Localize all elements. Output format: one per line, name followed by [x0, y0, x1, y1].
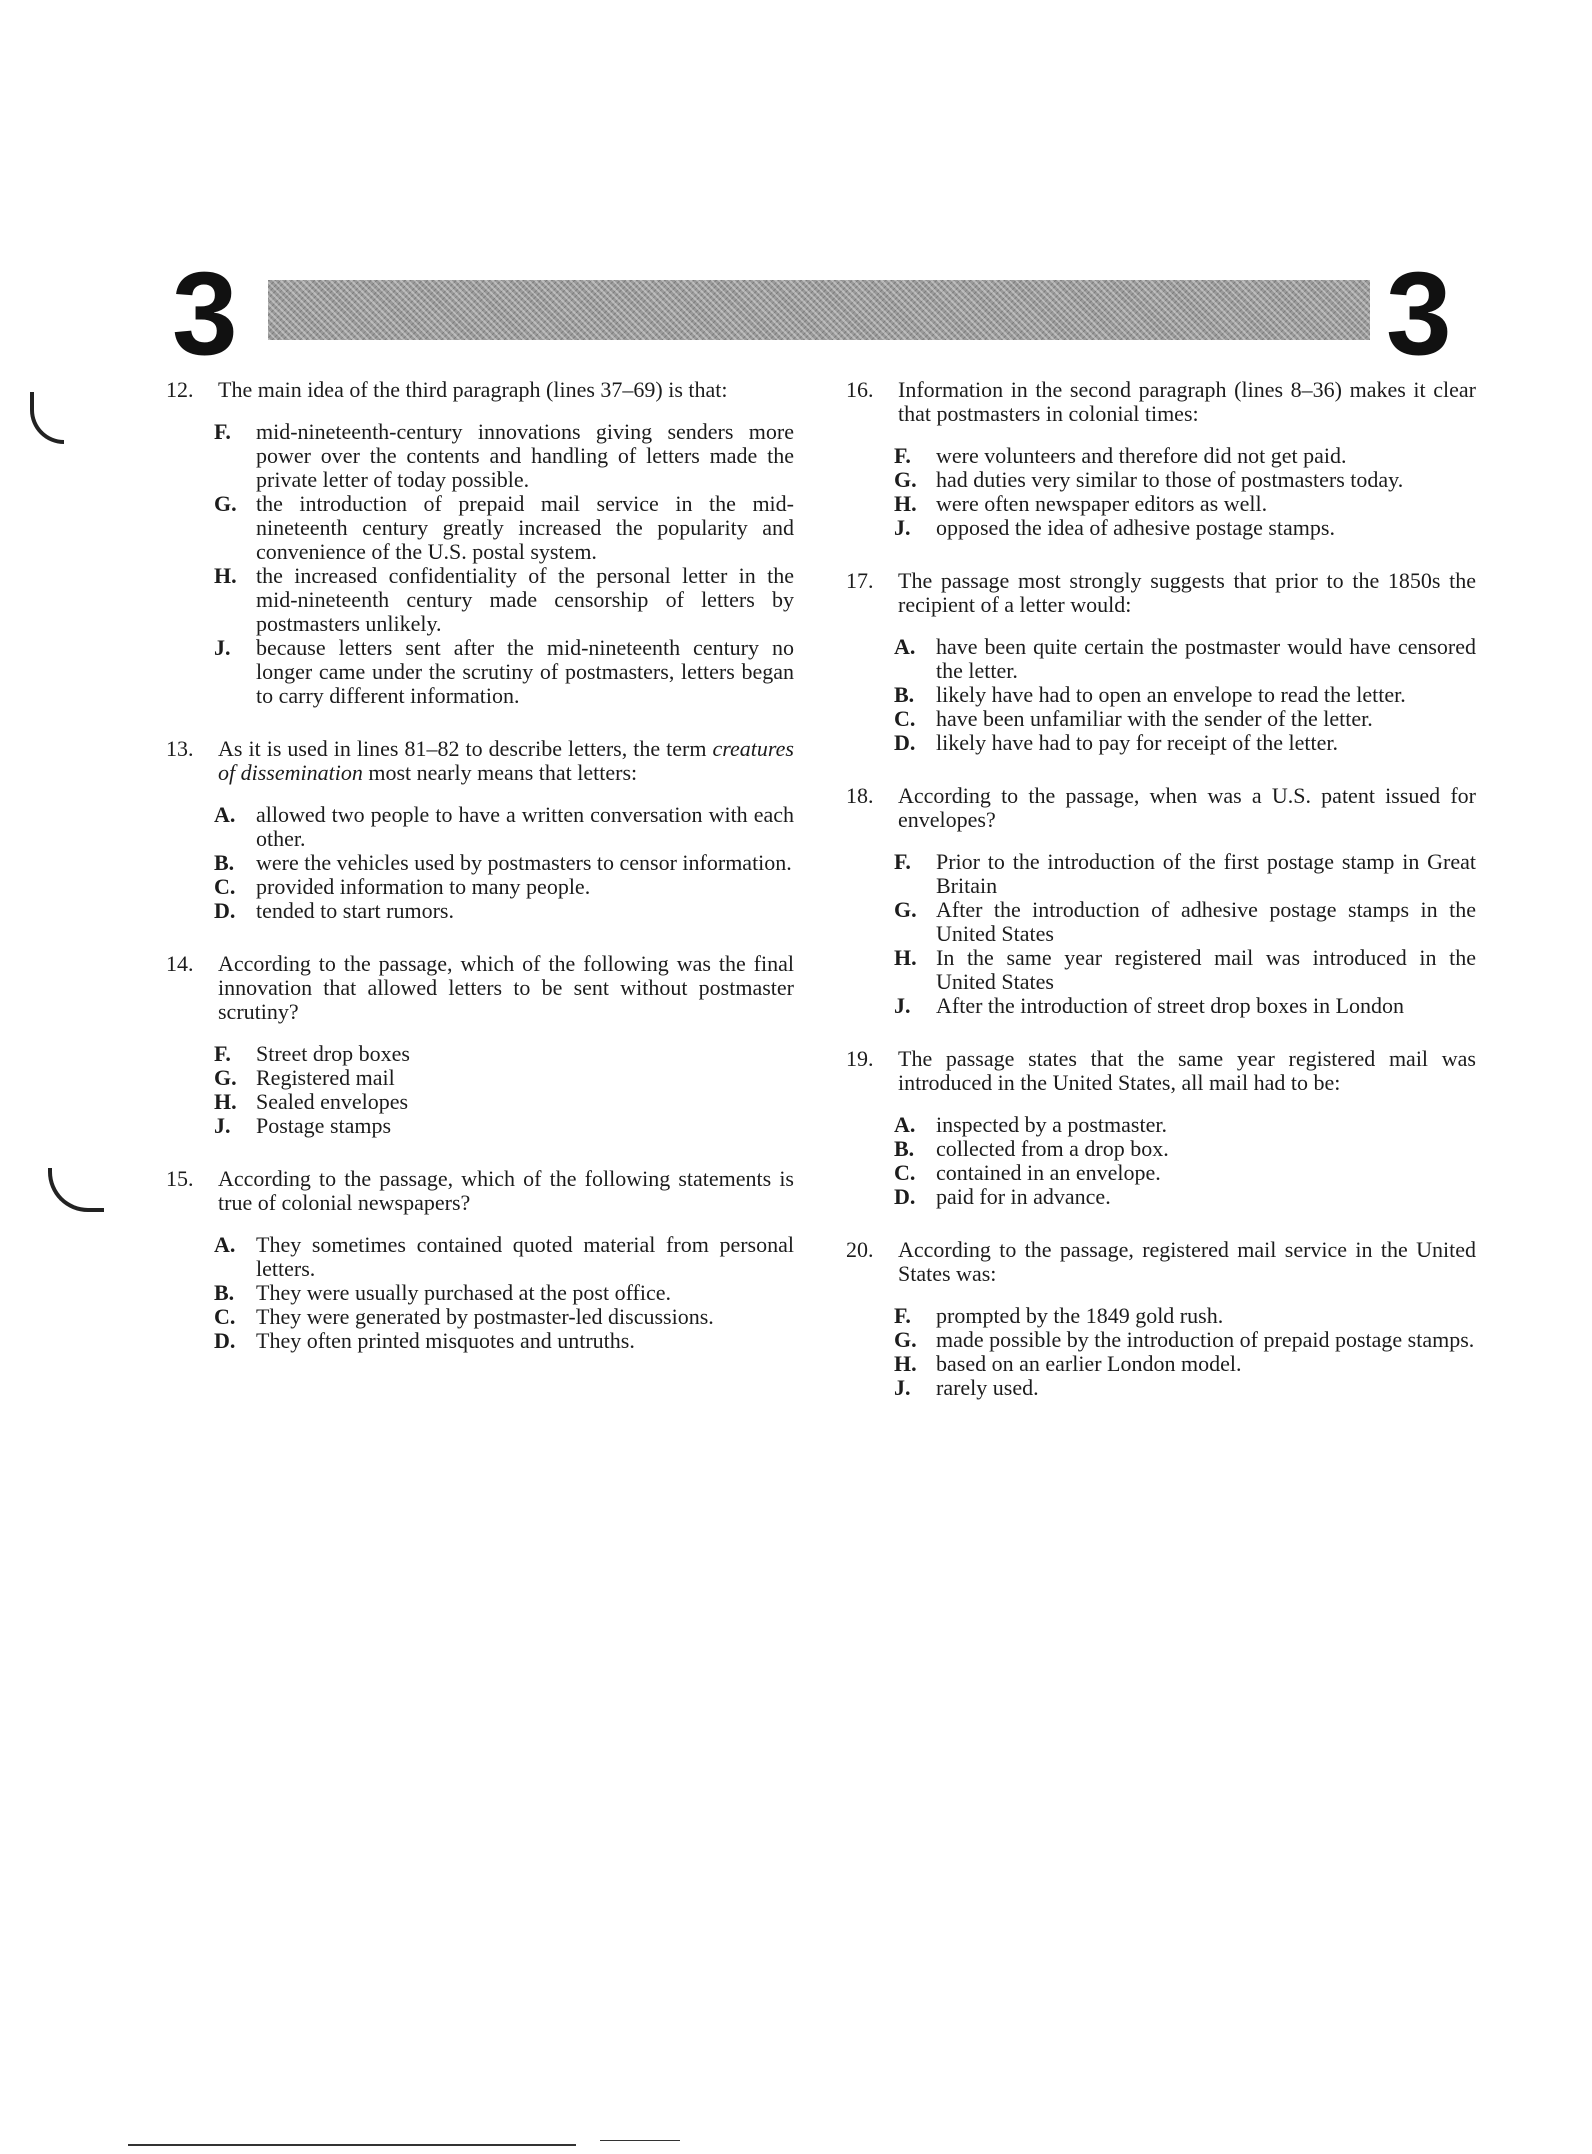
question-stem	[166, 1167, 794, 1215]
answer-option[interactable]	[166, 1281, 794, 1305]
question-number: 18.	[846, 783, 874, 808]
answer-option[interactable]	[846, 1185, 1476, 1209]
option-text: have been quite certain the postmaster would have censored the letter.	[936, 634, 1476, 683]
answer-options	[166, 1233, 794, 1353]
option-text: Street drop boxes	[256, 1041, 410, 1066]
answer-option[interactable]	[846, 898, 1476, 946]
option-letter: B.	[894, 1136, 915, 1161]
section-header-bar	[268, 280, 1370, 340]
option-text: the increased confidentiality of the personal letter in the mid-nineteenth century made censorship of letters by postmasters unlikely.	[256, 563, 794, 636]
answer-option[interactable]	[166, 851, 794, 875]
question-stem-text: As it is used in lines 81–82 to describe letters, the term	[218, 736, 713, 761]
option-letter: J.	[214, 1113, 231, 1138]
option-letter: B.	[214, 850, 235, 875]
option-letter: G.	[894, 467, 917, 492]
option-letter: F.	[894, 849, 911, 874]
option-text: They were usually purchased at the post office.	[256, 1280, 672, 1305]
answer-options	[846, 850, 1476, 1018]
option-letter: H.	[894, 1351, 917, 1376]
answer-option[interactable]	[166, 899, 794, 923]
option-text: Postage stamps	[256, 1113, 392, 1138]
option-letter: F.	[214, 1041, 231, 1066]
option-letter: J.	[894, 1375, 911, 1400]
answer-option[interactable]	[846, 635, 1476, 683]
question-stem	[166, 378, 794, 402]
option-letter: A.	[214, 1232, 236, 1257]
answer-option[interactable]	[846, 1328, 1476, 1352]
option-text: inspected by a postmaster.	[936, 1112, 1167, 1137]
option-letter: F.	[894, 1303, 911, 1328]
option-text: have been unfamiliar with the sender of the letter.	[936, 706, 1373, 731]
answer-option[interactable]	[846, 1137, 1476, 1161]
question-number: 17.	[846, 568, 874, 593]
answer-option[interactable]	[846, 492, 1476, 516]
margin-bracket-mark	[30, 392, 64, 444]
option-text: collected from a drop box.	[936, 1136, 1169, 1161]
option-text: In the same year registered mail was introduced in the United States	[936, 945, 1476, 994]
option-text: paid for in advance.	[936, 1184, 1111, 1209]
answer-option[interactable]	[846, 731, 1476, 755]
question-stem	[166, 952, 794, 1024]
answer-option[interactable]	[846, 468, 1476, 492]
option-text: After the introduction of adhesive postage stamps in the United States	[936, 897, 1476, 946]
answer-option[interactable]	[846, 707, 1476, 731]
question-stem-text: The passage states that the same year registered mail was introduced in the United States, all mail had to be:	[898, 1046, 1476, 1095]
option-text: Registered mail	[256, 1065, 395, 1090]
question-number: 16.	[846, 377, 874, 402]
option-letter: F.	[214, 419, 231, 444]
option-letter: B.	[214, 1280, 235, 1305]
option-text: were volunteers and therefore did not get paid.	[936, 443, 1347, 468]
answer-option[interactable]	[166, 1329, 794, 1353]
answer-option[interactable]	[846, 444, 1476, 468]
option-letter: A.	[894, 1112, 916, 1137]
question-stem-text: The main idea of the third paragraph (lines 37–69) is that:	[218, 377, 728, 402]
section-number-left: 3	[172, 248, 238, 380]
question-17	[846, 569, 1476, 755]
option-text: likely have had to pay for receipt of the letter.	[936, 730, 1338, 755]
question-stem	[846, 1047, 1476, 1095]
option-letter: H.	[894, 945, 917, 970]
answer-option[interactable]	[166, 492, 794, 564]
question-14	[166, 952, 794, 1138]
question-13	[166, 737, 794, 923]
option-text: likely have had to open an envelope to read the letter.	[936, 682, 1406, 707]
answer-options	[166, 420, 794, 708]
answer-option[interactable]	[166, 1090, 794, 1114]
question-12	[166, 378, 794, 708]
question-stem-text: According to the passage, which of the following was the final innovation that allowed letters to be sent without postmaster scrutiny?	[218, 951, 794, 1024]
option-text: allowed two people to have a written conversation with each other.	[256, 802, 794, 851]
option-text: based on an earlier London model.	[936, 1351, 1242, 1376]
question-20	[846, 1238, 1476, 1400]
answer-options	[166, 1042, 794, 1138]
option-letter: G.	[214, 1065, 237, 1090]
option-text: because letters sent after the mid-nineteenth century no longer came under the scrutiny of postmasters, letters began to carry different information.	[256, 635, 794, 708]
option-letter: D.	[894, 1184, 916, 1209]
answer-option[interactable]	[846, 1113, 1476, 1137]
footer-rule	[128, 2144, 576, 2146]
option-letter: H.	[214, 1089, 237, 1114]
option-letter: D.	[214, 1328, 236, 1353]
question-stem-text: According to the passage, which of the following statements is true of colonial newspapers?	[218, 1166, 794, 1215]
answer-option[interactable]	[846, 1352, 1476, 1376]
option-text: After the introduction of street drop boxes in London	[936, 993, 1405, 1018]
option-text: rarely used.	[936, 1375, 1039, 1400]
footer-rule	[600, 2140, 680, 2141]
option-text: the introduction of prepaid mail service in the mid-nineteenth century greatly increased the popularity and convenience of the U.S. postal system.	[256, 491, 794, 564]
option-letter: C.	[214, 874, 236, 899]
question-number: 14.	[166, 951, 194, 976]
option-text: had duties very similar to those of postmasters today.	[936, 467, 1404, 492]
answer-options	[846, 1304, 1476, 1400]
answer-option[interactable]	[166, 803, 794, 851]
answer-option[interactable]	[166, 1066, 794, 1090]
answer-option[interactable]	[846, 1161, 1476, 1185]
option-letter: H.	[214, 563, 237, 588]
option-letter: G.	[214, 491, 237, 516]
option-text: contained in an envelope.	[936, 1160, 1161, 1185]
question-stem-text: most nearly means that letters:	[362, 760, 638, 785]
answer-option[interactable]	[166, 1233, 794, 1281]
option-letter: A.	[894, 634, 916, 659]
answer-option[interactable]	[846, 946, 1476, 994]
answer-options	[846, 635, 1476, 755]
answer-option[interactable]	[846, 1376, 1476, 1400]
question-stem-text: According to the passage, when was a U.S. patent issued for envelopes?	[898, 783, 1476, 832]
answer-option[interactable]	[846, 516, 1476, 540]
answer-options	[846, 444, 1476, 540]
option-text: mid-nineteenth-century innovations giving senders more power over the contents and handling of letters made the private letter of today possible.	[256, 419, 794, 492]
question-stem	[166, 737, 794, 785]
option-letter: C.	[894, 706, 916, 731]
answer-option[interactable]	[846, 1304, 1476, 1328]
option-letter: G.	[894, 1327, 917, 1352]
question-number: 13.	[166, 736, 194, 761]
option-letter: C.	[214, 1304, 236, 1329]
answer-option[interactable]	[846, 683, 1476, 707]
option-letter: A.	[214, 802, 236, 827]
question-column-right	[846, 378, 1476, 1429]
option-letter: J.	[214, 635, 231, 660]
question-16	[846, 378, 1476, 540]
question-column-left	[166, 378, 794, 1382]
question-number: 19.	[846, 1046, 874, 1071]
question-stem	[846, 784, 1476, 832]
option-letter: F.	[894, 443, 911, 468]
question-stem	[846, 569, 1476, 617]
option-text: Prior to the introduction of the first postage stamp in Great Britain	[936, 849, 1476, 898]
answer-options	[846, 1113, 1476, 1209]
option-text: were the vehicles used by postmasters to censor information.	[256, 850, 792, 875]
option-letter: J.	[894, 993, 911, 1018]
option-text: tended to start rumors.	[256, 898, 454, 923]
question-number: 12.	[166, 377, 194, 402]
answer-option[interactable]	[166, 564, 794, 636]
option-text: opposed the idea of adhesive postage stamps.	[936, 515, 1335, 540]
option-text: were often newspaper editors as well.	[936, 491, 1268, 516]
answer-option[interactable]	[166, 1042, 794, 1066]
option-text: They were generated by postmaster-led discussions.	[256, 1304, 714, 1329]
option-text: made possible by the introduction of prepaid postage stamps.	[936, 1327, 1475, 1352]
answer-option[interactable]	[166, 875, 794, 899]
option-text: Sealed envelopes	[256, 1089, 409, 1114]
option-letter: G.	[894, 897, 917, 922]
answer-option[interactable]	[166, 420, 794, 492]
question-stem-term: creatures of dissemination	[218, 736, 794, 785]
option-text: prompted by the 1849 gold rush.	[936, 1303, 1224, 1328]
question-stem-text: According to the passage, registered mail service in the United States was:	[898, 1237, 1476, 1286]
option-text: They sometimes contained quoted material from personal letters.	[256, 1232, 794, 1281]
option-text: They often printed misquotes and untruths.	[256, 1328, 635, 1353]
answer-option[interactable]	[846, 850, 1476, 898]
option-letter: H.	[894, 491, 917, 516]
question-stem-text: The passage most strongly suggests that prior to the 1850s the recipient of a letter would:	[898, 568, 1476, 617]
option-letter: C.	[894, 1160, 916, 1185]
question-number: 15.	[166, 1166, 194, 1191]
answer-option[interactable]	[166, 1114, 794, 1138]
option-text: provided information to many people.	[256, 874, 591, 899]
option-letter: B.	[894, 682, 915, 707]
question-stem	[846, 378, 1476, 426]
answer-options	[166, 803, 794, 923]
margin-bracket-mark	[48, 1168, 104, 1212]
answer-option[interactable]	[166, 636, 794, 708]
question-stem-text: Information in the second paragraph (lines 8–36) makes it clear that postmasters in colonial times:	[898, 377, 1476, 426]
question-number: 20.	[846, 1237, 874, 1262]
section-number-right: 3	[1386, 248, 1452, 380]
question-18	[846, 784, 1476, 1018]
option-letter: D.	[894, 730, 916, 755]
answer-option[interactable]	[846, 994, 1476, 1018]
option-letter: D.	[214, 898, 236, 923]
option-letter: J.	[894, 515, 911, 540]
question-19	[846, 1047, 1476, 1209]
answer-option[interactable]	[166, 1305, 794, 1329]
question-stem	[846, 1238, 1476, 1286]
question-15	[166, 1167, 794, 1353]
